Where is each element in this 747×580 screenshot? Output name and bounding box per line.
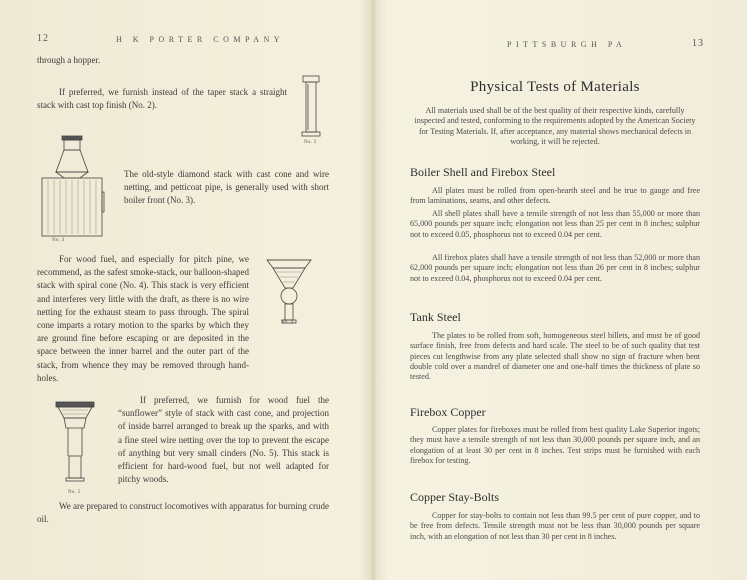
figure-caption: No. 3 xyxy=(52,238,65,243)
section-heading: Firebox Copper xyxy=(410,405,486,419)
paragraph-text: If preferred, we furnish for wood fuel the “sunflower” style of stack with cast cone, and projection of inside barrel arranged to break up the sparks, and with a fine steel wire netting over the top to prevent the escape of anything but very small cinders (No. 5). This stack is efficient for hard-wood fuel, but not well adapted for pitchy woods. xyxy=(118,395,329,485)
running-head: PITTSBURGH PA xyxy=(507,40,627,49)
intro-paragraph: All materials used shall be of the best quality of their respective kinds, carefully inspected and tested, conforming to the requirements adopted by the American Society for Testing Materials. If, after acceptance, any material shows mechanical defects in working, it will be rejected. xyxy=(414,106,696,146)
section-paragraph: All shell plates shall have a tensile strength of not less than 55,000 or more than 65,000 pounds per square inch; elongation not less than 25 per cent in 8 inches; sulphur not to exceed 0.05, phosphorus not to exceed 0.04 per cent. xyxy=(410,209,700,239)
paragraph-wrap xyxy=(37,394,329,490)
left-page xyxy=(0,0,373,580)
section-paragraph: All firebox plates shall have a tensile strength of not less than 52,000 or more than 62,000 pounds per square inch; elongation not less than 26 per cent in 8 inches; sulphur not to exceed 0.04, phosphorus not to exceed 0.04 per cent. xyxy=(410,253,700,283)
section-paragraph: All plates must be rolled from open-hearth steel and be true to gauge and free from laminations, seams, and other defects. xyxy=(410,186,700,206)
page-number: 12 xyxy=(37,33,49,44)
figure-float-spacer xyxy=(37,394,118,490)
figure-caption: No. 2 xyxy=(304,140,317,145)
stack-no4-illustration xyxy=(259,258,319,326)
section-heading: Boiler Shell and Firebox Steel xyxy=(410,165,556,179)
figure-caption: No. 5 xyxy=(68,490,81,495)
stack-no2-illustration xyxy=(299,76,323,144)
figure-caption: No. 4 xyxy=(281,320,294,325)
right-page xyxy=(374,0,747,580)
paragraph: For wood fuel, and especially for pitch pine, we recommend, as the safest smoke-stack, our balloon-shaped stack with spiral cone (No. 4). This stack is very efficient and interferes very little with the draft, as there is no wire netting for the exhaust steam to pass through. The spiral cone imparts a rotary motion to the sparks by which they are ground fine before escaping or are deposited in the space between the inner barrel and the outer part of the stack, from whence they may be removed through hand-holes. xyxy=(37,254,249,383)
section-paragraph: The plates to be rolled from soft, homogeneous steel billets, and must be of good surface finish, free from defects and hard scale. The steel to be of such quality that test pieces cut lengthwise from any plate selected shall show no sign of fracture when bent double cold over a mandrel of diameter one and one-half times the thickness of plate so tested. xyxy=(410,331,700,382)
paragraph: The old-style diamond stack with cast cone and wire netting, and petticoat pipe, is generally used with short boiler front (No. 3). xyxy=(124,169,329,206)
section-heading: Tank Steel xyxy=(410,310,461,324)
page-title: Physical Tests of Materials xyxy=(470,79,640,95)
stack-no3-illustration xyxy=(38,136,104,236)
section-paragraph: Copper for stay-bolts to contain not less than 99.5 per cent of pure copper, and to be free from defects. Tensile strength must not be less than 30,000 pounds per square inch, with an elongation of not less than 30 per cent in 8 inches. xyxy=(410,511,700,541)
section-heading: Copper Stay-Bolts xyxy=(410,490,499,504)
page-number: 13 xyxy=(692,38,704,49)
paragraph: We are prepared to construct locomotives with apparatus for burning crude oil. xyxy=(37,501,329,525)
paragraph: through a hopper. xyxy=(37,55,101,65)
section-paragraph: Copper plates for fireboxes must be rolled from best quality Lake Superior ingots; they must have a tensile strength of not less than 30,000 pounds per square inch, and an elongation of at least 30 per cent in 8 inches. Test strips must be furnished with each firebox for testing. xyxy=(410,425,700,465)
running-head: H K PORTER COMPANY xyxy=(116,35,285,44)
paragraph: If preferred, we furnish instead of the taper stack a straight stack with cast top finish (No. 2). xyxy=(37,87,287,111)
